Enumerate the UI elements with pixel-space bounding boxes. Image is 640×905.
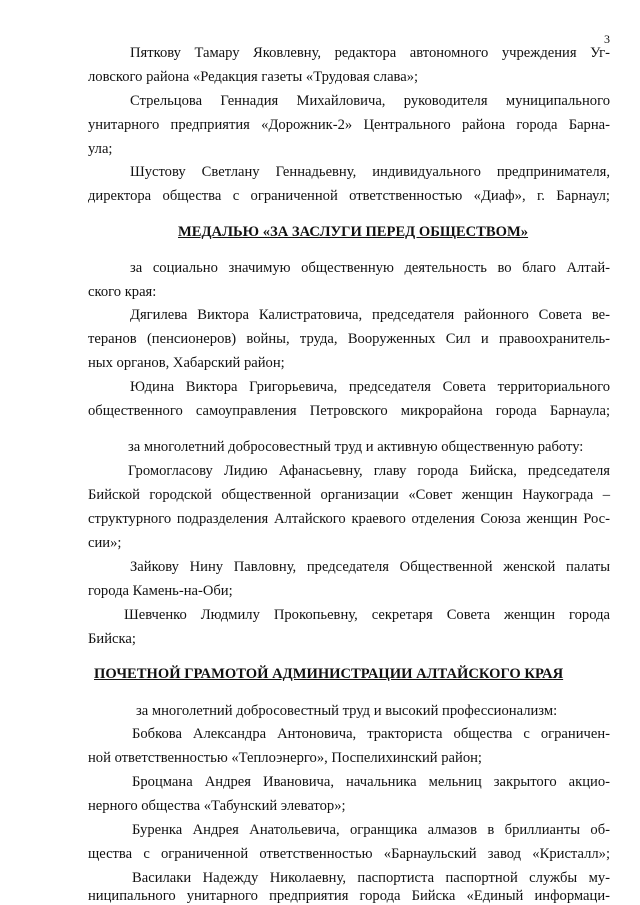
text-line: нерного общества «Табунский элеватор»; <box>88 798 346 814</box>
text-line: Броцмана Андрея Ивановича, начальника мельниц закрытого акцио- <box>132 774 610 790</box>
text-line: сии»; <box>88 535 122 551</box>
text-line: унитарного предприятия «Дорожник-2» Центрального района города Барна- <box>88 117 610 133</box>
text-line: Бийской городской общественной организации «Совет женщин Наукограда – <box>88 487 610 503</box>
page-number: 3 <box>604 32 610 46</box>
text-line: Дягилева Виктора Калистратовича, председателя районного Совета ве- <box>130 307 610 323</box>
text-line: ловского района «Редакция газеты «Трудовая слава»; <box>88 69 419 85</box>
text-line: Василаки Надежду Николаевну, паспортиста паспортной службы му- <box>132 870 610 886</box>
text-line: за многолетний добросовестный труд и активную общественную работу: <box>128 439 584 455</box>
text-line: ского края: <box>88 284 157 300</box>
text-line: за социально значимую общественную деятельность во благо Алтай- <box>130 260 610 276</box>
text-line: ной ответственностью «Теплоэнерго», Поспелихинский район; <box>88 750 482 766</box>
text-line: ных органов, Хабарский район; <box>88 355 285 371</box>
text-line: директора общества с ограниченной ответственностью «Диаф», г. Барнаул; <box>88 188 610 204</box>
text-line: общественного самоуправления Петровского микрорайона города Барнаула; <box>88 403 610 419</box>
section-heading-medal: МЕДАЛЬЮ «ЗА ЗАСЛУГИ ПЕРЕД ОБЩЕСТВОМ» <box>178 224 529 240</box>
text-line: Бобкова Александра Антоновича, тракториста общества с ограничен- <box>132 726 610 742</box>
text-line: Зайкову Нину Павловну, председателя Общественной женской палаты <box>130 559 610 575</box>
text-line: Юдина Виктора Григорьевича, председателя Совета территориального <box>130 379 610 395</box>
section-heading-diploma: ПОЧЕТНОЙ ГРАМОТОЙ АДМИНИСТРАЦИИ АЛТАЙСКОГО КРАЯ <box>94 666 564 682</box>
text-line: Бийска; <box>88 631 136 647</box>
text-line: Шустову Светлану Геннадьевну, индивидуального предпринимателя, <box>130 164 610 180</box>
text-line: Шевченко Людмилу Прокопьевну, секретаря Совета женщин города <box>124 607 610 623</box>
text-line: Пяткову Тамару Яковлевну, редактора автономного учреждения Уг- <box>130 45 610 61</box>
text-line: города Камень-на-Оби; <box>88 583 233 599</box>
text-line: теранов (пенсионеров) войны, труда, Вооруженных Сил и правоохранитель- <box>88 331 610 347</box>
text-line: за многолетний добросовестный труд и высокий профессионализм: <box>136 703 558 719</box>
text-line: Буренка Андрея Анатольевича, огранщика алмазов в бриллианты об- <box>132 822 610 838</box>
text-line: щества с ограниченной ответственностью «Барнаульский завод «Кристалл»; <box>88 846 610 862</box>
text-line: Громогласову Лидию Афанасьевну, главу города Бийска, председателя <box>128 463 610 479</box>
text-line: Стрельцова Геннадия Михайловича, руководителя муниципального <box>130 93 610 109</box>
text-line: ниципального унитарного предприятия города Бийска «Единый информаци- <box>88 888 610 904</box>
text-line: структурного подразделения Алтайского краевого отделения Союза женщин Рос- <box>88 511 610 527</box>
text-line: ула; <box>88 141 113 157</box>
